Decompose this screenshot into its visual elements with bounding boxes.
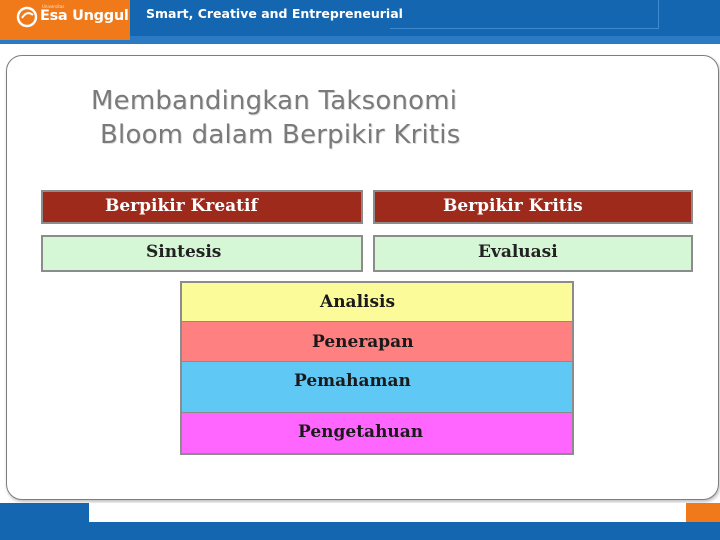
slide-title-line-1: Membandingkan Taksonomi [91,86,458,116]
level-label: Analisis [320,292,396,312]
slide-title [91,84,460,152]
level-label: Evaluasi [478,242,558,262]
logo [0,0,130,40]
level-label: Penerapan [312,332,414,352]
level-evaluasi [373,235,693,272]
level-pemahaman [180,362,574,413]
tagline: Smart, Creative and Entrepreneurial [146,6,403,21]
footer-accent [686,503,720,522]
level-sintesis [41,235,363,272]
heading-label: Berpikir Kreatif [105,196,258,216]
level-pengetahuan [180,413,574,455]
heading-label: Berpikir Kritis [443,196,583,216]
heading-berpikir-kritis [373,190,693,224]
heading-berpikir-kreatif [41,190,363,224]
level-penerapan [180,322,574,362]
taxonomy-stack [180,281,574,455]
header-divider [390,28,658,29]
level-label: Pemahaman [294,371,411,391]
brand-name: Esa Unggul [40,8,129,24]
level-label: Pengetahuan [298,422,424,442]
swoosh-circle-icon [16,6,38,28]
level-analisis [180,281,574,322]
header-divider-vertical [658,0,659,29]
logo-subtext: Universitas [42,4,65,9]
level-label: Sintesis [146,242,222,262]
footer-panel [88,503,687,522]
slide-title-line-2: Bloom dalam Berpikir Kritis [100,120,461,150]
